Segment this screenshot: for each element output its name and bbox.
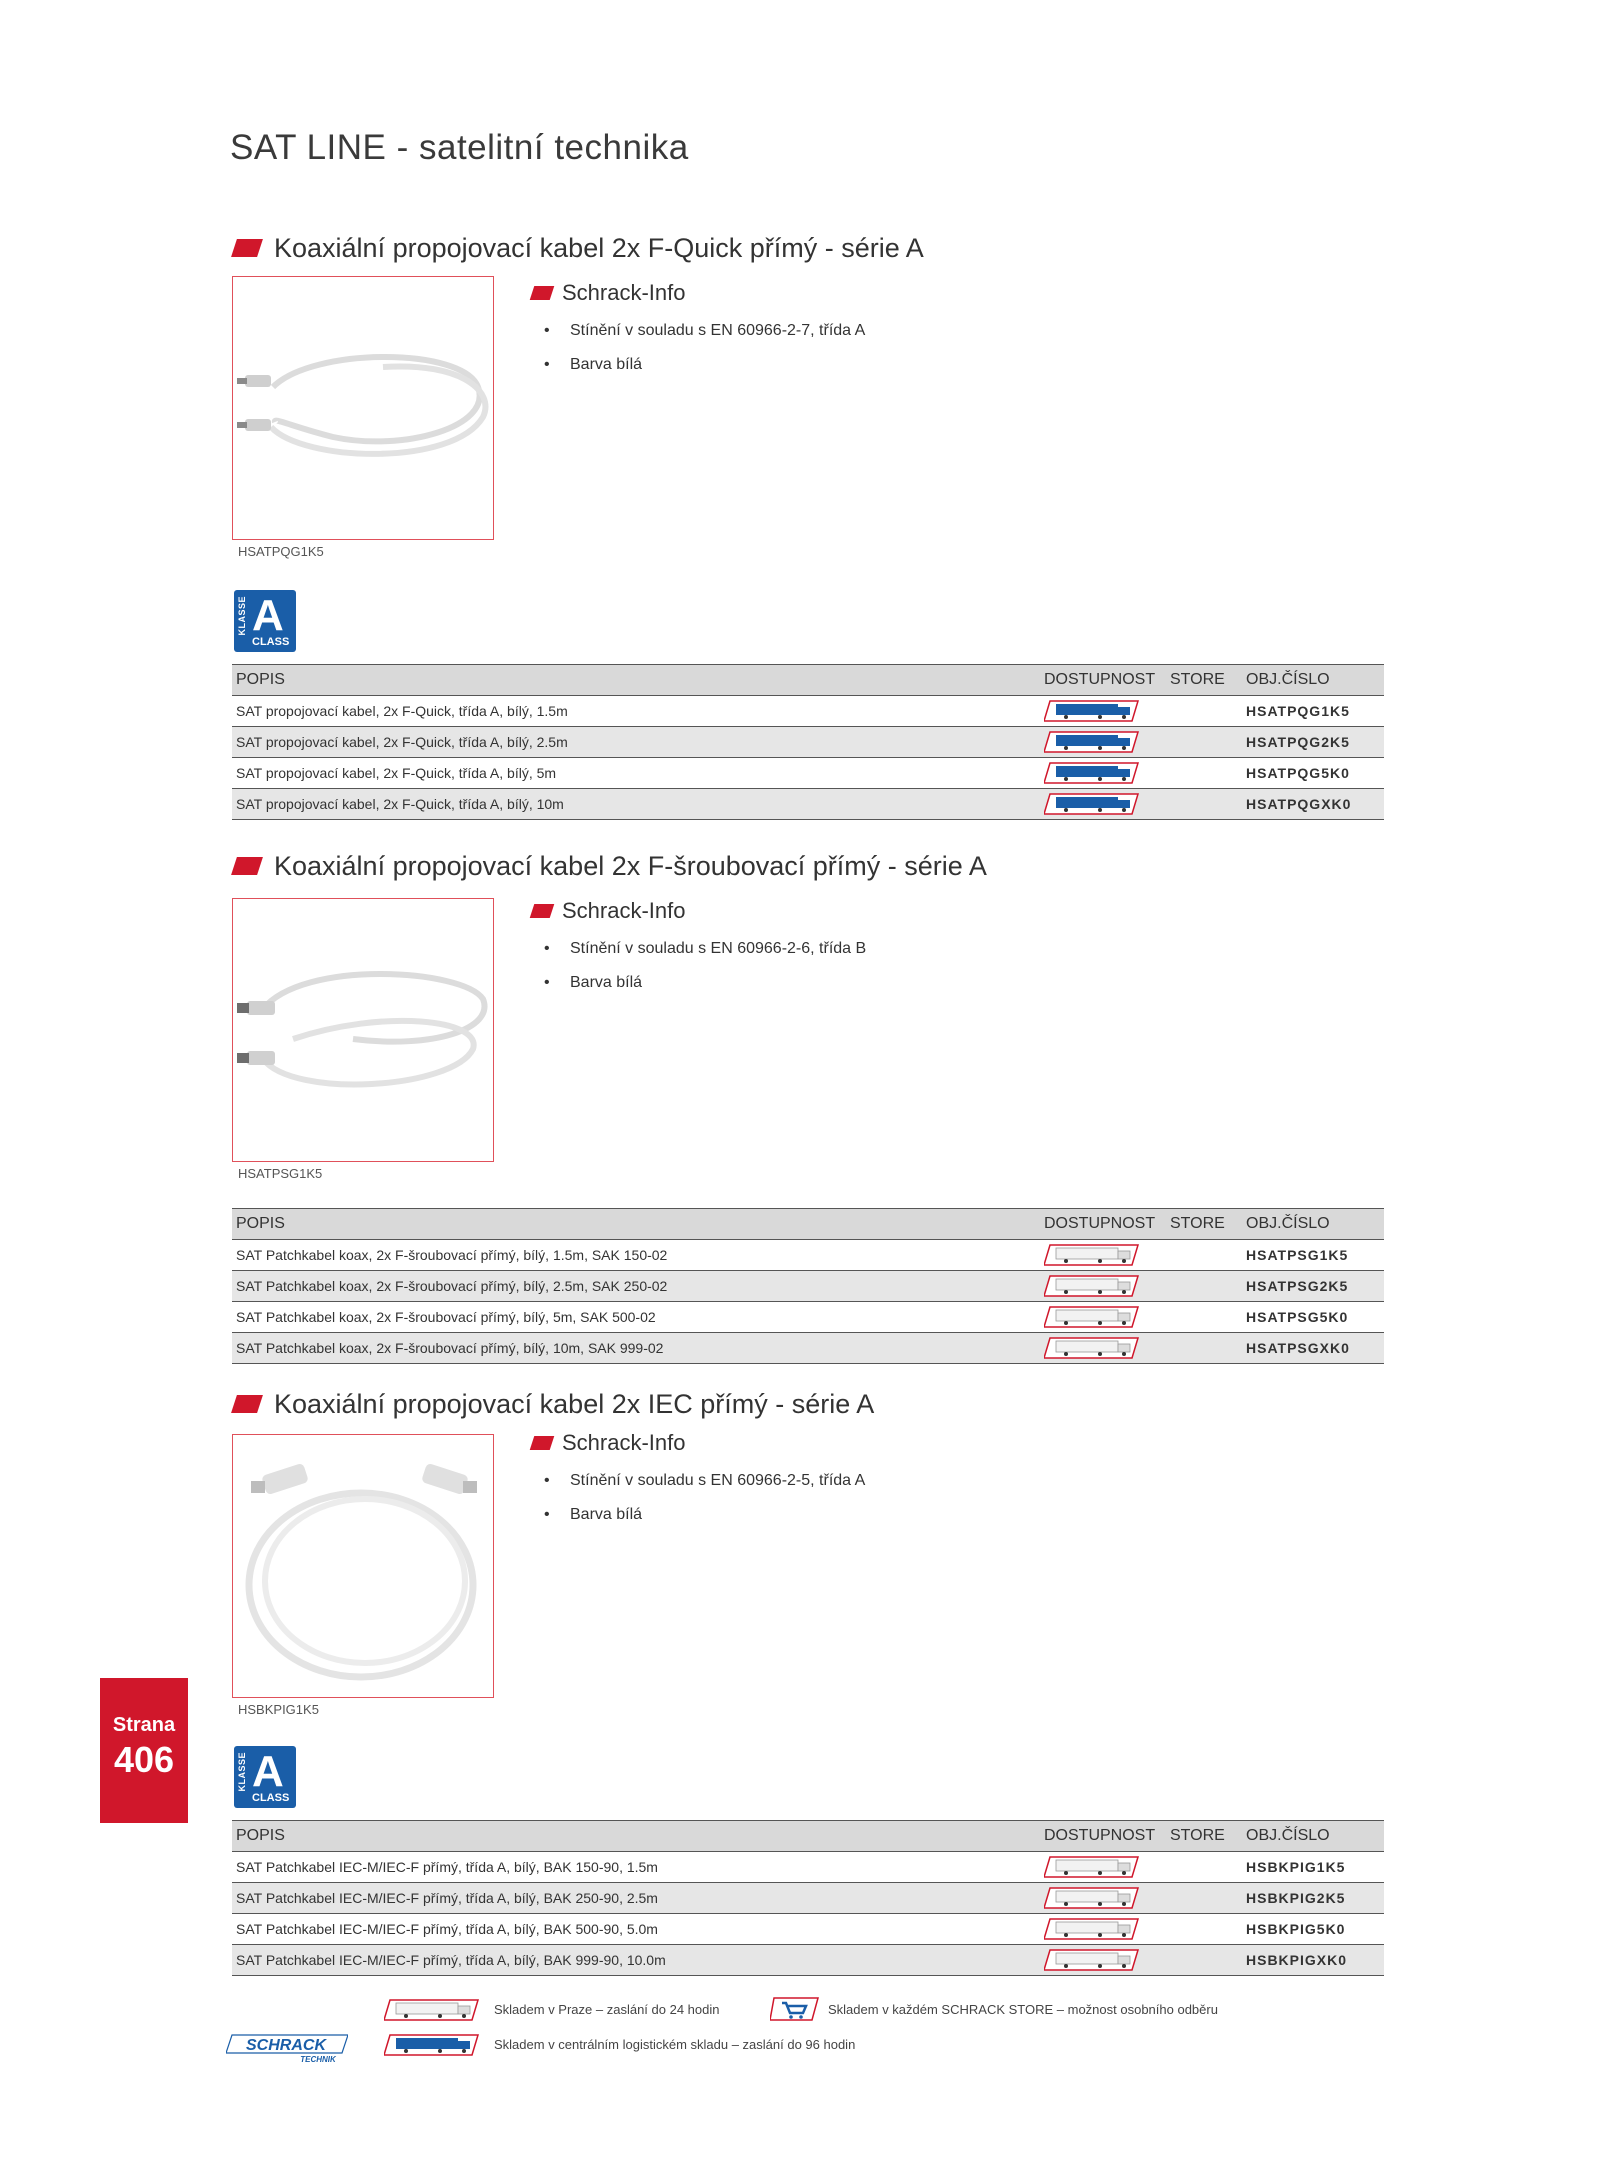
table-row[interactable] bbox=[232, 1333, 1384, 1364]
col-popis: POPIS bbox=[232, 1821, 1040, 1852]
info-title: Schrack-Info bbox=[562, 280, 686, 305]
order-code[interactable]: HSBKPIGXK0 bbox=[1242, 1945, 1384, 1976]
row-description: SAT propojovací kabel, 2x F-Quick, třída A, bílý, 2.5m bbox=[232, 727, 1040, 758]
availability-cell bbox=[1040, 1240, 1166, 1271]
info-bullet: • Barva bílá bbox=[570, 966, 866, 1000]
info-bullet: • Stínění v souladu s EN 60966-2-5, třída A bbox=[570, 1464, 865, 1498]
legend-central: Skladem v centrálním logistickém skladu – zaslání do 96 hodin bbox=[494, 2037, 856, 2052]
store-cell bbox=[1166, 1852, 1242, 1883]
store-cell bbox=[1166, 1333, 1242, 1364]
table-row[interactable] bbox=[232, 1914, 1384, 1945]
table-row[interactable] bbox=[232, 1945, 1384, 1976]
store-cell bbox=[1166, 727, 1242, 758]
order-code[interactable]: HSBKPIG2K5 bbox=[1242, 1883, 1384, 1914]
order-code[interactable]: HSATPQG5K0 bbox=[1242, 758, 1384, 789]
table-header-row bbox=[232, 1821, 1384, 1852]
col-obj: OBJ.ČÍSLO bbox=[1242, 1821, 1384, 1852]
schrack-info bbox=[532, 1430, 865, 1532]
red-bullet-icon bbox=[530, 286, 555, 300]
page-number-tab bbox=[100, 1678, 188, 1823]
table-row[interactable] bbox=[232, 696, 1384, 727]
coax-cable-image bbox=[233, 899, 493, 1161]
white-truck-icon bbox=[1044, 1949, 1140, 1971]
schrack-logo bbox=[226, 2033, 348, 2063]
blue-truck-icon bbox=[1044, 731, 1140, 753]
page-label: Strana bbox=[112, 1714, 176, 1736]
order-code[interactable]: HSATPQG1K5 bbox=[1242, 696, 1384, 727]
product-table bbox=[232, 664, 1384, 820]
col-obj: OBJ.ČÍSLO bbox=[1242, 1209, 1384, 1240]
white-truck-icon bbox=[1044, 1306, 1140, 1328]
product-photo bbox=[232, 898, 494, 1162]
table-header-row bbox=[232, 665, 1384, 696]
page-number: 406 bbox=[113, 1739, 175, 1780]
red-bullet-icon bbox=[231, 857, 263, 875]
availability-cell bbox=[1040, 1883, 1166, 1914]
iec-cable-image bbox=[233, 1435, 493, 1697]
col-store: STORE bbox=[1166, 665, 1242, 696]
store-cell bbox=[1166, 1302, 1242, 1333]
row-description: SAT Patchkabel IEC-M/IEC-F přímý, třída A, bílý, BAK 999-90, 10.0m bbox=[232, 1945, 1040, 1976]
col-popis: POPIS bbox=[232, 665, 1040, 696]
order-code[interactable]: HSBKPIG5K0 bbox=[1242, 1914, 1384, 1945]
info-heading bbox=[532, 280, 865, 306]
info-bullet: • Stínění v souladu s EN 60966-2-6, třída B bbox=[570, 932, 866, 966]
store-cell bbox=[1166, 1240, 1242, 1271]
coax-cable-image bbox=[233, 277, 493, 539]
svg-text:SCHRACK: SCHRACK bbox=[246, 2037, 326, 2054]
table-row[interactable] bbox=[232, 1883, 1384, 1914]
availability-cell bbox=[1040, 1333, 1166, 1364]
info-bullet: • Barva bílá bbox=[570, 348, 865, 382]
availability-cell bbox=[1040, 1852, 1166, 1883]
row-description: SAT Patchkabel IEC-M/IEC-F přímý, třída A, bílý, BAK 500-90, 5.0m bbox=[232, 1914, 1040, 1945]
row-description: SAT propojovací kabel, 2x F-Quick, třída A, bílý, 5m bbox=[232, 758, 1040, 789]
info-title: Schrack-Info bbox=[562, 1430, 686, 1455]
red-bullet-icon bbox=[231, 1395, 263, 1413]
klasse-a-badge-icon: KLASSE A CLASS bbox=[234, 590, 296, 652]
legend-prague: Skladem v Praze – zaslání do 24 hodin bbox=[494, 2002, 720, 2017]
photo-code: HSATPSG1K5 bbox=[238, 1166, 323, 1181]
legend-store: Skladem v každém SCHRACK STORE – možnost osobního odběru bbox=[828, 2002, 1218, 2017]
schrack-info bbox=[532, 898, 866, 1000]
availability-cell bbox=[1040, 727, 1166, 758]
store-cell bbox=[1166, 1883, 1242, 1914]
col-dostupnost: DOSTUPNOST bbox=[1040, 1209, 1166, 1240]
blue-truck-icon bbox=[1044, 793, 1140, 815]
photo-code: HSBKPIG1K5 bbox=[238, 1702, 319, 1717]
product-section-iec bbox=[230, 1384, 1386, 2004]
col-store: STORE bbox=[1166, 1821, 1242, 1852]
order-code[interactable]: HSBKPIG1K5 bbox=[1242, 1852, 1384, 1883]
product-section-f-quick bbox=[230, 228, 1386, 834]
store-cell bbox=[1166, 789, 1242, 820]
store-cell bbox=[1166, 696, 1242, 727]
product-section-f-screw bbox=[230, 846, 1386, 1376]
availability-cell bbox=[1040, 1302, 1166, 1333]
info-bullets bbox=[532, 1464, 865, 1532]
product-table bbox=[232, 1208, 1384, 1364]
product-photo bbox=[232, 276, 494, 540]
row-description: SAT Patchkabel IEC-M/IEC-F přímý, třída A, bílý, BAK 250-90, 2.5m bbox=[232, 1883, 1040, 1914]
table-row[interactable] bbox=[232, 1240, 1384, 1271]
blue-truck-icon bbox=[1044, 762, 1140, 784]
white-truck-icon bbox=[1044, 1244, 1140, 1266]
white-truck-icon bbox=[1044, 1337, 1140, 1359]
product-table bbox=[232, 1820, 1384, 1976]
col-store: STORE bbox=[1166, 1209, 1242, 1240]
white-truck-icon bbox=[1044, 1887, 1140, 1909]
table-row[interactable] bbox=[232, 1302, 1384, 1333]
col-obj: OBJ.ČÍSLO bbox=[1242, 665, 1384, 696]
blue-truck-icon bbox=[384, 2034, 480, 2056]
col-dostupnost: DOSTUPNOST bbox=[1040, 1821, 1166, 1852]
section-heading bbox=[230, 1384, 874, 1424]
col-dostupnost: DOSTUPNOST bbox=[1040, 665, 1166, 696]
section-title: Koaxiální propojovací kabel 2x F-Quick přímý - série A bbox=[274, 232, 924, 263]
white-truck-icon bbox=[1044, 1856, 1140, 1878]
availability-cell bbox=[1040, 1945, 1166, 1976]
availability-cell bbox=[1040, 1271, 1166, 1302]
table-row[interactable] bbox=[232, 727, 1384, 758]
info-bullets bbox=[532, 314, 865, 382]
info-bullet: • Stínění v souladu s EN 60966-2-7, třída A bbox=[570, 314, 865, 348]
store-cell bbox=[1166, 758, 1242, 789]
red-bullet-icon bbox=[530, 1436, 555, 1450]
availability-cell bbox=[1040, 1914, 1166, 1945]
order-code[interactable]: HSATPSG2K5 bbox=[1242, 1271, 1384, 1302]
info-heading bbox=[532, 1430, 865, 1456]
row-description: SAT propojovací kabel, 2x F-Quick, třída A, bílý, 1.5m bbox=[232, 696, 1040, 727]
info-bullet: • Barva bílá bbox=[570, 1498, 865, 1532]
section-heading bbox=[230, 846, 987, 886]
info-heading bbox=[532, 898, 866, 924]
row-description: SAT Patchkabel IEC-M/IEC-F přímý, třída A, bílý, BAK 150-90, 1.5m bbox=[232, 1852, 1040, 1883]
table-row[interactable] bbox=[232, 1852, 1384, 1883]
table-row[interactable] bbox=[232, 1271, 1384, 1302]
section-title: Koaxiální propojovací kabel 2x F-šroubovací přímý - série A bbox=[274, 850, 987, 881]
store-cell bbox=[1166, 1914, 1242, 1945]
svg-text:TECHNIK: TECHNIK bbox=[300, 2055, 336, 2063]
schrack-info bbox=[532, 280, 865, 382]
white-truck-icon bbox=[384, 1999, 480, 2021]
order-code[interactable]: HSATPQG2K5 bbox=[1242, 727, 1384, 758]
col-popis: POPIS bbox=[232, 1209, 1040, 1240]
table-row[interactable] bbox=[232, 758, 1384, 789]
klasse-a-badge-icon: KLASSE A CLASS bbox=[234, 1746, 296, 1808]
availability-cell bbox=[1040, 696, 1166, 727]
order-code[interactable]: HSATPSG1K5 bbox=[1242, 1240, 1384, 1271]
shopping-cart-icon bbox=[770, 1996, 820, 2022]
blue-truck-icon bbox=[1044, 700, 1140, 722]
photo-code: HSATPQG1K5 bbox=[238, 544, 324, 559]
white-truck-icon bbox=[1044, 1275, 1140, 1297]
order-code[interactable]: HSATPQGXK0 bbox=[1242, 789, 1384, 820]
info-title: Schrack-Info bbox=[562, 898, 686, 923]
table-row[interactable] bbox=[232, 789, 1384, 820]
row-description: SAT Patchkabel koax, 2x F-šroubovací přímý, bílý, 1.5m, SAK 150-02 bbox=[232, 1240, 1040, 1271]
row-description: SAT Patchkabel koax, 2x F-šroubovací přímý, bílý, 10m, SAK 999-02 bbox=[232, 1333, 1040, 1364]
red-bullet-icon bbox=[231, 239, 263, 257]
store-cell bbox=[1166, 1271, 1242, 1302]
section-title: Koaxiální propojovací kabel 2x IEC přímý - série A bbox=[274, 1388, 875, 1419]
order-code[interactable]: HSATPSGXK0 bbox=[1242, 1333, 1384, 1364]
page-title: SAT LINE - satelitní technika bbox=[230, 128, 689, 167]
row-description: SAT propojovací kabel, 2x F-Quick, třída A, bílý, 10m bbox=[232, 789, 1040, 820]
red-bullet-icon bbox=[530, 904, 555, 918]
availability-cell bbox=[1040, 758, 1166, 789]
white-truck-icon bbox=[1044, 1918, 1140, 1940]
product-photo bbox=[232, 1434, 494, 1698]
order-code[interactable]: HSATPSG5K0 bbox=[1242, 1302, 1384, 1333]
row-description: SAT Patchkabel koax, 2x F-šroubovací přímý, bílý, 5m, SAK 500-02 bbox=[232, 1302, 1040, 1333]
availability-cell bbox=[1040, 789, 1166, 820]
section-heading bbox=[230, 228, 924, 268]
store-cell bbox=[1166, 1945, 1242, 1976]
info-bullets bbox=[532, 932, 866, 1000]
row-description: SAT Patchkabel koax, 2x F-šroubovací přímý, bílý, 2.5m, SAK 250-02 bbox=[232, 1271, 1040, 1302]
table-header-row bbox=[232, 1209, 1384, 1240]
